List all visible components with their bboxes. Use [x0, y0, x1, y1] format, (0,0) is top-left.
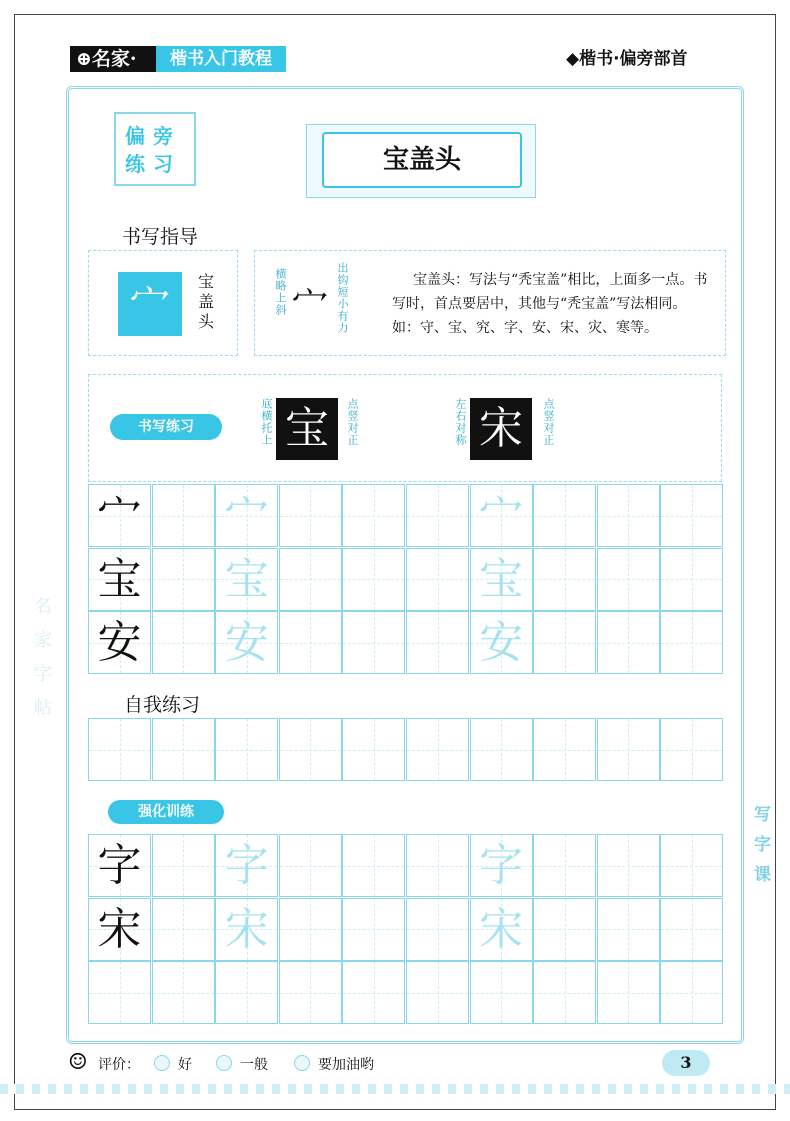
grid-cell[interactable] [152, 611, 215, 674]
grid-cell[interactable] [152, 484, 215, 547]
trace-char: 宋 [224, 903, 269, 955]
series-label [70, 46, 156, 72]
eval-label: 评价： [98, 1057, 140, 1073]
mascot-icon: ☺ [68, 1050, 88, 1075]
grid-cell[interactable] [660, 718, 723, 781]
side-label-left: 名家字帖 [34, 596, 52, 719]
side-label-right: 写字课 [754, 805, 771, 885]
eval-option-good: 好 [178, 1057, 192, 1073]
guide-heading: 书写指导 [122, 226, 199, 248]
grid-cell[interactable] [533, 961, 596, 1024]
eval-radio-try[interactable] [294, 1055, 310, 1071]
grid-cell[interactable] [279, 898, 342, 961]
series-label-text: 名家· [91, 48, 137, 70]
lesson-tag-text: 偏旁练习 [125, 124, 181, 176]
trace-char: 宋 [479, 903, 524, 955]
eval-option-try: 要加油哟 [318, 1057, 374, 1073]
guide-note-left: 横略上斜 [274, 268, 287, 316]
grid-cell[interactable] [406, 548, 469, 611]
guide-description: 宝盖头：写法与“秃宝盖”相比，上面多一点。书写时，首点要居中，其他与“秃宝盖”写法相同。如：守、宝、究、字、安、宋、灾、寒等。 [392, 272, 708, 336]
grid-cell[interactable] [597, 834, 660, 897]
example-1-char: 宝 [276, 398, 338, 460]
grid-cell[interactable] [406, 718, 469, 781]
book-title: 楷书入门教程 [156, 46, 286, 72]
grid-cell[interactable] [152, 718, 215, 781]
grid-cell[interactable] [342, 484, 405, 547]
grid-cell[interactable] [406, 484, 469, 547]
grid-cell[interactable] [597, 718, 660, 781]
footer-border [0, 1084, 790, 1094]
example-1-right-note: 点竖对正 [346, 398, 359, 446]
eval-radio-good[interactable] [154, 1055, 170, 1071]
grid-cell[interactable] [597, 898, 660, 961]
trace-char: 安 [224, 617, 269, 669]
grid-cell[interactable] [88, 961, 151, 1024]
grid-cell[interactable] [660, 548, 723, 611]
trace-char: 宝 [224, 553, 269, 605]
grid-cell[interactable] [470, 961, 533, 1024]
grid-cell[interactable] [533, 834, 596, 897]
grid-cell[interactable] [152, 548, 215, 611]
grid-cell[interactable] [279, 961, 342, 1024]
model-char: 安 [97, 617, 142, 669]
grid-cell[interactable] [88, 718, 151, 781]
example-2-char: 宋 [470, 398, 532, 460]
grid-cell[interactable] [279, 484, 342, 547]
grid-cell[interactable] [660, 834, 723, 897]
grid-cell[interactable] [342, 611, 405, 674]
grid-cell[interactable] [342, 718, 405, 781]
grid-cell[interactable] [342, 834, 405, 897]
eval-option-ok: 一般 [240, 1057, 268, 1073]
guide-radical-glyph: 宀 [292, 284, 329, 325]
grid-cell[interactable] [533, 548, 596, 611]
grid-cell[interactable] [342, 898, 405, 961]
grid-cell[interactable] [406, 834, 469, 897]
grid-cell[interactable] [533, 898, 596, 961]
lesson-title: 宝盖头 [322, 132, 522, 188]
eval-radio-ok[interactable] [216, 1055, 232, 1071]
grid-cell[interactable] [533, 718, 596, 781]
grid-cell[interactable] [279, 548, 342, 611]
example-2-right-note: 点竖对正 [542, 398, 555, 446]
grid-cell[interactable] [597, 484, 660, 547]
reinforce-badge: 强化训练 [108, 800, 224, 824]
model-char: 字 [97, 840, 142, 891]
grid-cell[interactable] [597, 548, 660, 611]
grid-cell[interactable] [279, 834, 342, 897]
radical-sample: 宀 [118, 272, 182, 336]
grid-cell[interactable] [406, 961, 469, 1024]
example-2-left-note: 左右对称 [454, 398, 467, 446]
trace-char: 宀 [224, 490, 269, 541]
grid-cell[interactable] [660, 484, 723, 547]
grid-cell[interactable] [215, 961, 278, 1024]
guide-note-right: 出钩短小有力 [336, 262, 349, 334]
grid-cell[interactable] [215, 718, 278, 781]
trace-char: 字 [479, 840, 524, 891]
section-title: ◆楷书·偏旁部首 [566, 49, 688, 69]
grid-cell[interactable] [597, 961, 660, 1024]
lesson-tag [114, 112, 196, 186]
grid-cell[interactable] [152, 961, 215, 1024]
grid-cell[interactable] [406, 898, 469, 961]
trace-char: 宝 [479, 553, 524, 605]
grid-cell[interactable] [279, 611, 342, 674]
grid-cell[interactable] [342, 961, 405, 1024]
trace-char: 字 [224, 840, 269, 891]
series-logo-icon: ⊕ [76, 48, 92, 70]
practice-badge: 书写练习 [110, 414, 222, 440]
grid-cell[interactable] [597, 611, 660, 674]
grid-cell[interactable] [660, 611, 723, 674]
trace-char: 宀 [479, 490, 524, 541]
grid-cell[interactable] [660, 961, 723, 1024]
grid-cell[interactable] [279, 718, 342, 781]
grid-cell[interactable] [152, 898, 215, 961]
grid-cell[interactable] [660, 898, 723, 961]
grid-cell[interactable] [406, 611, 469, 674]
grid-cell[interactable] [152, 834, 215, 897]
model-char: 宝 [97, 553, 142, 605]
page-number: 3 [662, 1050, 710, 1076]
trace-char: 安 [479, 617, 524, 669]
example-1-left-note: 底横托上 [260, 398, 273, 446]
grid-cell[interactable] [533, 611, 596, 674]
radical-name: 宝盖头 [198, 272, 215, 331]
model-char: 宋 [97, 903, 142, 955]
model-char: 宀 [97, 490, 142, 541]
grid-cell[interactable] [533, 484, 596, 547]
grid-cell[interactable] [342, 548, 405, 611]
grid-cell[interactable] [470, 718, 533, 781]
self-practice-heading: 自我练习 [124, 694, 201, 716]
